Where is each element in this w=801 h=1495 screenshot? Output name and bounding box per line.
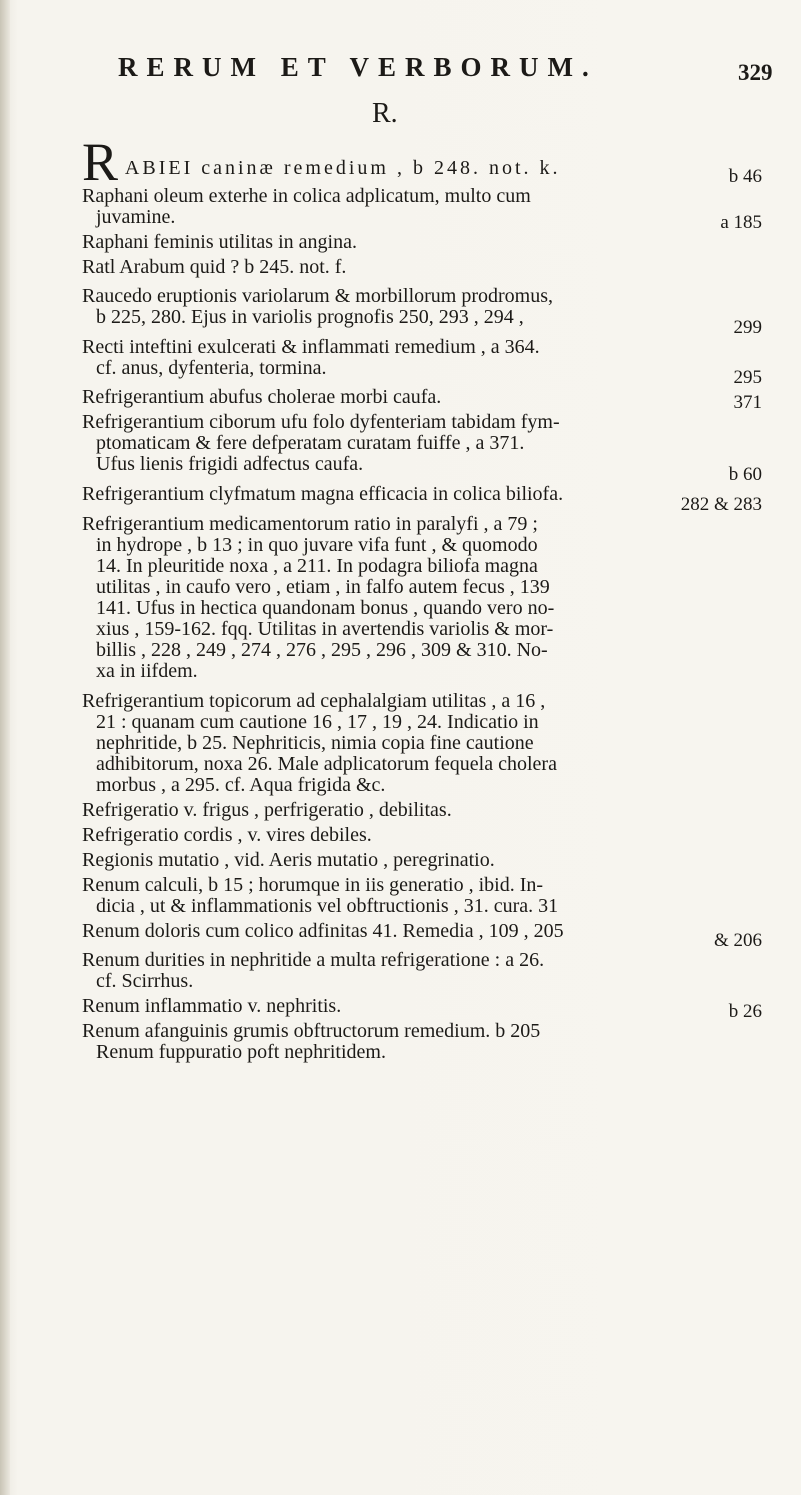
entry-line: nephritide, b 25. Nephriticis, nimia copia fine cautione — [96, 732, 534, 754]
entry-line: xius , 159-162. fqq. Utilitas in avertendis variolis & mor- — [96, 618, 554, 640]
index-entry — [82, 132, 762, 192]
index-entry — [82, 286, 762, 328]
entry-line: Raucedo eruptionis variolarum & morbillorum prodromus, — [82, 285, 554, 307]
entry-line: Refrigeratio cordis , v. vires debiles. — [82, 824, 372, 846]
entry-line: Refrigeratio v. frigus , perfrigeratio , debilitas. — [82, 799, 452, 821]
binding-edge — [0, 0, 10, 1495]
entry-line: Refrigerantium clyfmatum magna efficacia in colica biliofa. — [82, 483, 564, 505]
index-entry — [82, 996, 762, 1017]
entry-line: Renum inflammatio v. nephritis. — [82, 995, 342, 1017]
index-entries — [82, 128, 762, 1063]
entry-line: Renum doloris cum colico adfinitas 41. Remedia , 109 , 205 — [82, 920, 564, 942]
drop-initial: R — [82, 132, 119, 192]
page-reference: 282 & 283 — [680, 494, 762, 515]
entry-line: 21 : quanam cum cautione 16 , 17 , 19 , 24. Indicatio in — [96, 711, 539, 733]
entry-line: Refrigerantium ciborum ufu folo dyfenteriam tabidam fym- — [82, 411, 560, 433]
entry-line: dicia , ut & inflammationis vel obftructionis , 31. cura. 31 — [96, 895, 559, 917]
entry-line: Renum afanguinis grumis obftructorum remedium. b 205 — [82, 1020, 541, 1042]
index-entry — [82, 825, 762, 846]
page-reference: b 46 — [728, 166, 762, 187]
entry-line: Raphani oleum exterhe in colica adplicatum, multo cum — [82, 185, 531, 207]
entry-line: Raphani feminis utilitas in angina. — [82, 231, 357, 253]
entry-line: in hydrope , b 13 ; in quo juvare vifa funt , & quomodo — [96, 534, 538, 556]
index-entry — [82, 691, 762, 796]
page-reference: & 206 — [713, 930, 762, 951]
entry-line: Refrigerantium medicamentorum ratio in paralyfi , a 79 ; — [82, 513, 538, 535]
page-reference: b 26 — [728, 1001, 762, 1022]
entry-line: Regionis mutatio , vid. Aeris mutatio , peregrinatio. — [82, 849, 495, 871]
entry-text: ABIEI caninæ remedium , b 248. not. k. — [118, 157, 561, 179]
entry-line: cf. Scirrhus. — [96, 970, 194, 992]
section-letter: R. — [372, 98, 398, 129]
page-reference: 371 — [733, 392, 762, 413]
page-number: 329 — [738, 60, 773, 85]
index-entry — [82, 800, 762, 821]
entry-line: cf. anus, dyfenteria, tormina. — [96, 357, 327, 379]
page-reference: b 60 — [728, 464, 762, 485]
entry-line: xa in iifdem. — [96, 660, 198, 682]
index-entry — [82, 921, 762, 942]
entry-line: billis , 228 , 249 , 274 , 276 , 295 , 296 , 309 & 310. No- — [96, 639, 548, 661]
entry-line: Renum durities in nephritide a multa refrigeratione : a 26. — [82, 949, 545, 971]
page-reference: 299 — [733, 317, 762, 338]
entry-line: b 225, 280. Ejus in variolis prognofis 250, 293 , 294 , — [96, 306, 524, 328]
entry-line: 141. Ufus in hectica quandonam bonus , quando vero no- — [96, 597, 555, 619]
index-entry — [82, 875, 762, 917]
entry-line: Ratl Arabum quid ? b 245. not. f. — [82, 256, 347, 278]
entry-line: Refrigerantium topicorum ad cephalalgiam utilitas , a 16 , — [82, 690, 546, 712]
running-title: RERUM ET VERBORUM. — [118, 52, 598, 82]
page-reference: 295 — [733, 367, 762, 388]
entry-line: utilitas , in caufo vero , etiam , in falfo autem fecus , 139 — [96, 576, 550, 598]
index-entry — [82, 257, 762, 278]
entry-line: juvamine. — [96, 206, 176, 228]
page-reference: a 185 — [720, 212, 762, 233]
entry-line: ptomaticam & fere defperatam curatam fuiffe , a 371. — [96, 432, 525, 454]
entry-line: adhibitorum, noxa 26. Male adplicatorum fequela cholera — [96, 753, 557, 775]
entry-line: Recti inteftini exulcerati & inflammati remedium , a 364. — [82, 336, 540, 358]
entry-line: morbus , a 295. cf. Aqua frigida &c. — [96, 774, 386, 796]
index-entry — [82, 850, 762, 871]
entry-line: Renum calculi, b 15 ; horumque in iis generatio , ibid. In- — [82, 874, 544, 896]
entry-line: Refrigerantium abufus cholerae morbi caufa. — [82, 386, 442, 408]
entry-line: Renum fuppuratio poft nephritidem. — [96, 1041, 386, 1063]
entry-line: 14. In pleuritide noxa , a 211. In podagra biliofa magna — [96, 555, 538, 577]
entry-line — [82, 132, 762, 192]
entry-line: Ufus lienis frigidi adfectus caufa. — [96, 453, 364, 475]
